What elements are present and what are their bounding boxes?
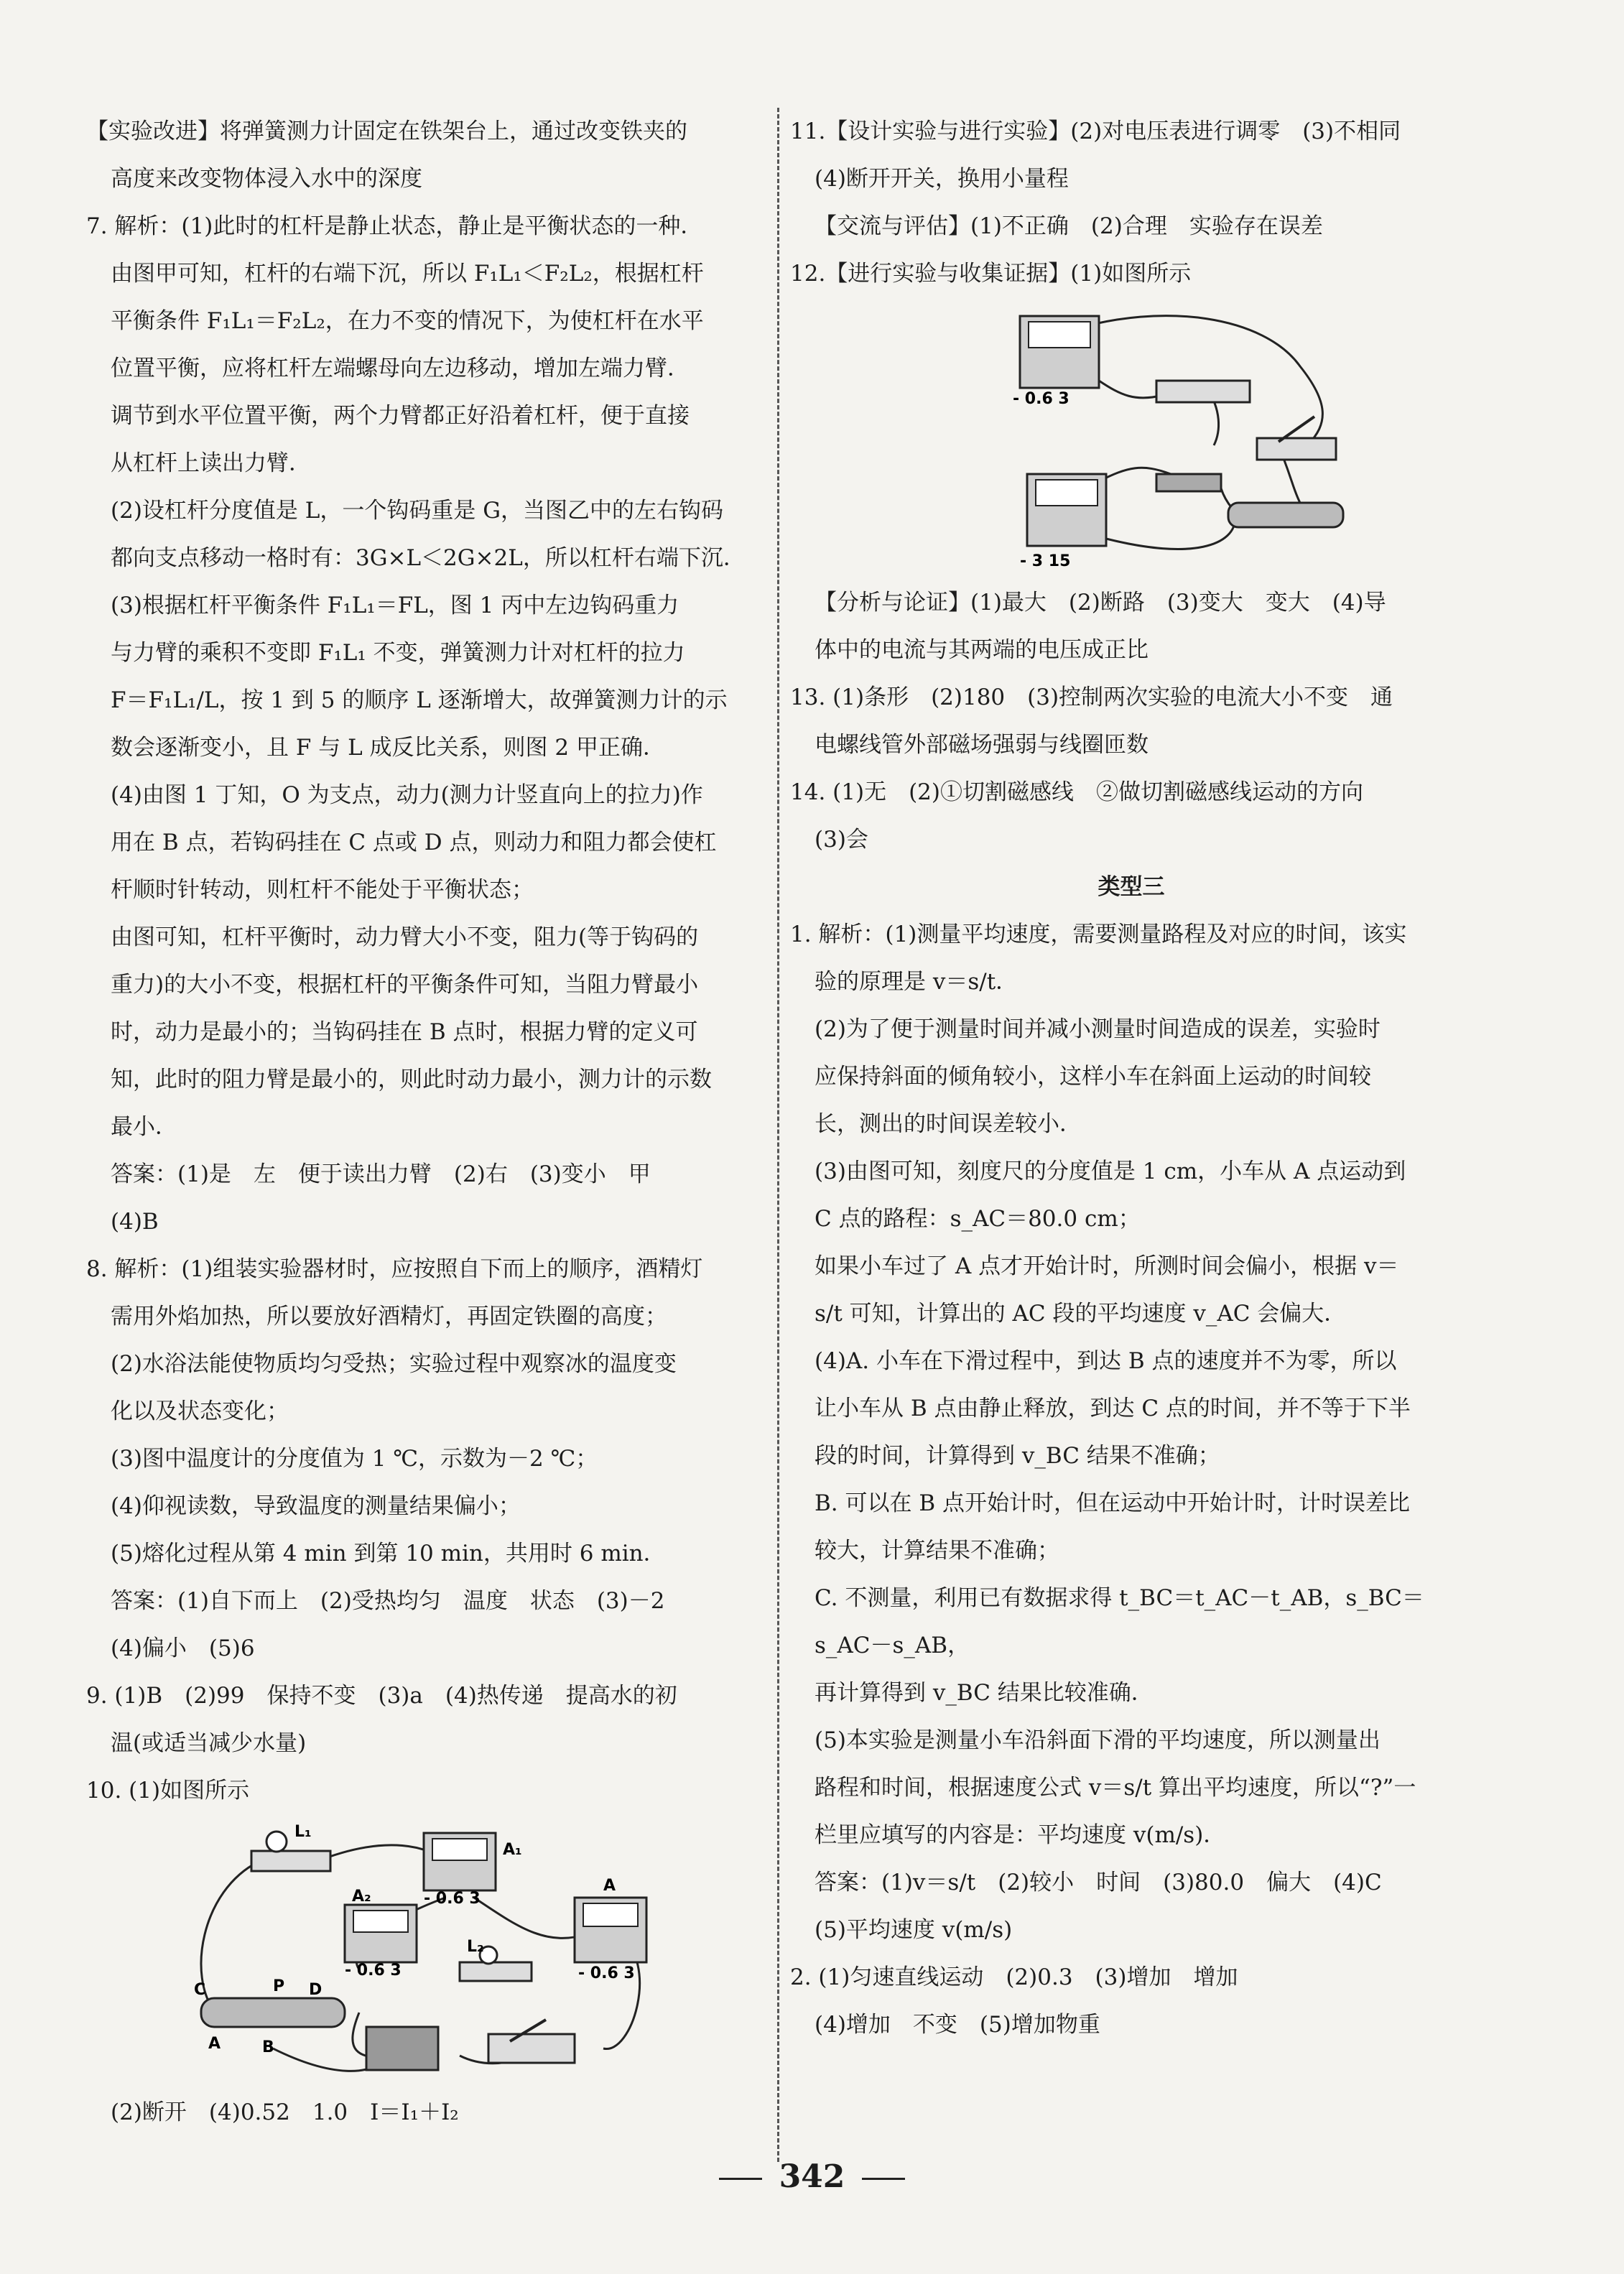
ammeter-scale: - 0.6 3 <box>1013 390 1069 408</box>
t1-line: 1. 解析：(1)测量平均速度，需要测量路程及对应的时间，该实 <box>790 922 1407 947</box>
t1-line: (5)本实验是测量小车沿斜面下滑的平均速度，所以测量出 <box>815 1727 1381 1753</box>
voltmeter-scale: - 3 15 <box>1020 552 1071 570</box>
q7-line: 都向支点移动一格时有：3G×L＜2G×2L，所以杠杆右端下沉． <box>111 545 746 571</box>
t1-line: 较大，计算结果不准确； <box>815 1538 1059 1564</box>
q9-line: 9. (1)B (2)99 保持不变 (3)a (4)热传递 提高水的初 <box>86 1683 677 1709</box>
q10-line: 10. (1)如图所示 <box>86 1778 250 1804</box>
t1-answer: 答案：(1)v＝s/t (2)较小 时间 (3)80.0 偏大 (4)C <box>815 1870 1382 1895</box>
switch-icon <box>1257 438 1336 460</box>
q7-answer: (4)B <box>111 1209 159 1235</box>
t1-line: (3)由图可知，刻度尺的分度值是 1 cm，小车从 A 点运动到 <box>815 1159 1406 1184</box>
q14-line: 14. (1)无 (2)①切割磁感线 ②做切割磁感线运动的方向 <box>790 779 1363 805</box>
q8-line: 化以及状态变化； <box>111 1398 289 1424</box>
q12-line: 【分析与论证】(1)最大 (2)断路 (3)变大 变大 (4)导 <box>815 590 1386 616</box>
label-c: C <box>194 1981 206 1999</box>
q7-line: (3)根据杠杆平衡条件 F₁L₁＝FL，图 1 丙中左边钩码重力 <box>111 593 679 618</box>
q8-line: 需用外焰加热，所以要放好酒精灯，再固定铁圈的高度； <box>111 1304 667 1329</box>
t1-line: B. 可以在 B 点开始计时，但在运动中开始计时，计时误差比 <box>815 1490 1410 1516</box>
q7-line: 平衡条件 F₁L₁＝F₂L₂，在力不变的情况下，为使杠杆在水平 <box>111 308 704 334</box>
q7-line: 重力)的大小不变，根据杠杆的平衡条件可知，当阻力臂最小 <box>111 972 699 998</box>
t2-line: (4)增加 不变 (5)增加物重 <box>815 2012 1100 2038</box>
label-a2: A₂ <box>352 1888 371 1906</box>
switch-icon <box>488 2034 575 2063</box>
experiment-improvement: 【实验改进】将弹簧测力计固定在铁架台上，通过改变铁夹的 <box>86 119 687 144</box>
bulb-l1-icon <box>266 1832 287 1852</box>
q7-answer: 答案：(1)是 左 便于读出力臂 (2)右 (3)变小 甲 <box>111 1161 651 1187</box>
bulb-base-l1 <box>251 1851 330 1871</box>
t2-line: 2. (1)匀速直线运动 (2)0.3 (3)增加 增加 <box>790 1964 1238 1990</box>
q10-answer: (2)断开 (4)0.52 1.0 I＝I₁＋I₂ <box>111 2099 459 2125</box>
scale-a: - 0.6 3 <box>578 1964 635 1982</box>
q7-line: 杆顺时针转动，则杠杆不能处于平衡状态； <box>111 877 534 903</box>
t1-line: C 点的路程：s_AC＝80.0 cm； <box>815 1206 1141 1232</box>
scale-a1: - 0.6 3 <box>424 1890 481 1908</box>
rheostat-icon <box>1228 503 1343 527</box>
t1-line: (4)A. 小车在下滑过程中，到达 B 点的速度并不为零，所以 <box>815 1348 1397 1374</box>
label-a1: A₁ <box>503 1841 522 1859</box>
q8-line: (5)熔化过程从第 4 min 到第 10 min，共用时 6 min． <box>111 1541 666 1567</box>
page-footer <box>0 2158 1624 2195</box>
q12-line: 体中的电流与其两端的电压成正比 <box>815 637 1149 663</box>
parallel-circuit-diagram <box>172 1819 718 2084</box>
q7-line: 由图可知，杠杆平衡时，动力臂大小不变，阻力(等于钩码的 <box>111 924 699 950</box>
bulb-base-l2 <box>460 1962 532 1981</box>
label-l1: L₁ <box>294 1823 312 1841</box>
q7-line: 与力臂的乘积不变即 F₁L₁ 不变，弹簧测力计对杠杆的拉力 <box>111 640 685 666</box>
label-d: D <box>309 1981 323 1999</box>
q7-line: 最小． <box>111 1114 177 1140</box>
q7-line: 从杠杆上读出力臂． <box>111 450 311 476</box>
t1-line: 栏里应填写的内容是：平均速度 v(m/s)． <box>815 1822 1226 1848</box>
label-p: P <box>273 1977 285 1995</box>
column-divider <box>777 108 779 2162</box>
q7-line: 用在 B 点，若钩码挂在 C 点或 D 点，则动力和阻力都会使杠 <box>111 830 717 855</box>
q7-line: (4)由图 1 丁知，O 为支点，动力(测力计竖直向上的拉力)作 <box>111 782 703 808</box>
right-column <box>790 108 1472 2048</box>
t1-line: 再计算得到 v_BC 结果比较准确． <box>815 1680 1154 1706</box>
voltage-circuit-figure <box>790 302 1472 575</box>
q13-line: 13. (1)条形 (2)180 (3)控制两次实验的电流大小不变 通 <box>790 684 1393 710</box>
q12-line: 12.【进行实验与收集证据】(1)如图所示 <box>790 261 1192 287</box>
experiment-improvement-cont: 高度来改变物体浸入水中的深度 <box>111 166 422 192</box>
t1-line: 如果小车过了 A 点才开始计时，所测时间会偏小，根据 v＝ <box>815 1253 1399 1279</box>
page-number: 342 <box>779 2158 845 2195</box>
q8-line: (2)水浴法能使物质均匀受热；实验过程中观察冰的温度变 <box>111 1351 677 1377</box>
t1-line: 长，测出的时间误差较小． <box>815 1111 1082 1137</box>
t1-line: 应保持斜面的倾角较小，这样小车在斜面上运动的时间较 <box>815 1064 1371 1090</box>
q11-line: 【交流与评估】(1)不正确 (2)合理 实验存在误差 <box>815 213 1323 239</box>
parallel-circuit-figure <box>86 1819 769 2084</box>
rheostat-icon <box>201 1998 345 2027</box>
q7-line: F＝F₁L₁/L，按 1 到 5 的顺序 L 逐渐增大，故弹簧测力计的示 <box>111 687 728 713</box>
q13-line: 电螺线管外部磁场强弱与线圈匝数 <box>815 732 1149 758</box>
t1-answer: (5)平均速度 v(m/s) <box>815 1917 1013 1943</box>
q7-line: 由图甲可知，杠杆的右端下沉，所以 F₁L₁＜F₂L₂，根据杠杆 <box>111 261 704 287</box>
label-a-end: A <box>208 2035 221 2053</box>
q7-line: 调节到水平位置平衡，两个力臂都正好沿着杠杆，便于直接 <box>111 403 690 429</box>
section-heading: 类型三 <box>1098 874 1165 900</box>
battery-icon <box>366 2027 438 2070</box>
q8-line: (3)图中温度计的分度值为 1 ℃，示数为－2 ℃； <box>111 1446 598 1472</box>
t1-line: (2)为了便于测量时间并减小测量时间造成的误差，实验时 <box>815 1016 1381 1042</box>
t1-line: s/t 可知，计算出的 AC 段的平均速度 v_AC 会偏大． <box>815 1301 1347 1327</box>
q7-line: 数会逐渐变小，且 F 与 L 成反比关系，则图 2 甲正确． <box>111 735 665 761</box>
battery-icon <box>1156 474 1221 491</box>
t1-line: 让小车从 B 点由静止释放，到达 C 点的时间，并不等于下半 <box>815 1396 1411 1421</box>
q14-line: (3)会 <box>815 827 868 853</box>
q8-answer: 答案：(1)自下而上 (2)受热均匀 温度 状态 (3)－2 <box>111 1588 665 1614</box>
label-b: B <box>262 2038 274 2056</box>
scale-a2: - 0.6 3 <box>345 1962 402 1980</box>
q7-line: 时，动力是最小的；当钩码挂在 B 点时，根据力臂的定义可 <box>111 1019 698 1045</box>
q7-line: 知，此时的阻力臂是最小的，则此时动力最小，测力计的示数 <box>111 1067 712 1092</box>
t1-line: 段的时间，计算得到 v_BC 结果不准确； <box>815 1443 1220 1469</box>
q7-line: 7. 解析：(1)此时的杠杆是静止状态，静止是平衡状态的一种． <box>86 213 703 239</box>
label-a: A <box>603 1877 616 1895</box>
t1-line: 路程和时间，根据速度公式 v＝s/t 算出平均速度，所以“?”一 <box>815 1775 1416 1801</box>
q7-line: 位置平衡，应将杠杆左端螺母向左边移动，增加左端力臂． <box>111 356 690 381</box>
resistor-icon <box>1156 381 1250 402</box>
left-column <box>86 108 769 2136</box>
q8-answer: (4)偏小 (5)6 <box>111 1635 255 1661</box>
t1-line: C. 不测量，利用已有数据求得 t_BC＝t_AC－t_AB，s_BC＝s_AC－s_AB， <box>815 1585 1424 1658</box>
t1-line: 验的原理是 v＝s/t． <box>815 969 1019 995</box>
q11-line: (4)断开开关，换用小量程 <box>815 166 1069 192</box>
voltage-circuit-diagram <box>991 302 1437 575</box>
q11-line: 11.【设计实验与进行实验】(2)对电压表进行调零 (3)不相同 <box>790 119 1401 144</box>
q8-line: (4)仰视读数，导致温度的测量结果偏小； <box>111 1493 521 1519</box>
q7-line: (2)设杠杆分度值是 L，一个钩码重是 G，当图乙中的左右钩码 <box>111 498 723 524</box>
label-l2: L₂ <box>467 1938 484 1956</box>
q8-line: 8. 解析：(1)组装实验器材时，应按照自下而上的顺序，酒精灯 <box>86 1256 703 1282</box>
q9-line: 温(或适当减少水量) <box>111 1730 307 1756</box>
